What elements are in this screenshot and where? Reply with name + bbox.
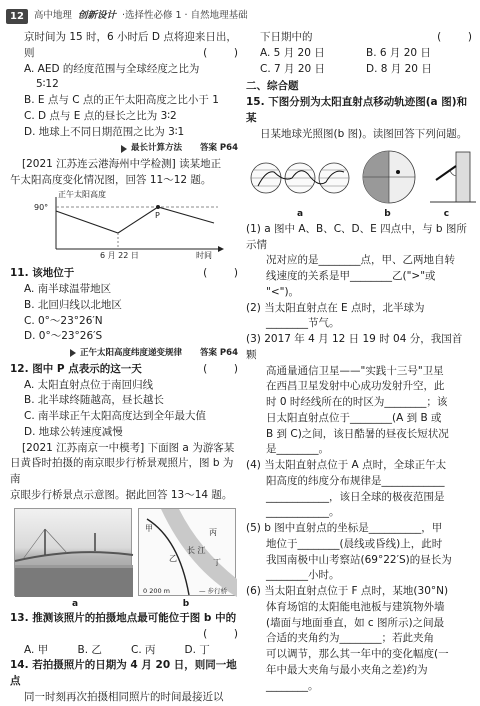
q10-option-a: A. AED 的经度范围与全球经度之比为 bbox=[24, 62, 200, 75]
q12-option-a: A. 太阳直射点位于南回归线 bbox=[24, 378, 154, 391]
method-tag-2-name: 正午太阳高度纬度递变规律 bbox=[79, 348, 182, 358]
q11-option-a: A. 南半球温带地区 bbox=[24, 283, 112, 295]
chart-x-tick-jun22: 6 月 22 日 bbox=[100, 250, 139, 260]
bridge-map-drawing bbox=[139, 509, 237, 597]
q15-4-line-1: (4) 当太阳直射点位于 A 点时，全球正午太 bbox=[246, 459, 447, 471]
caption-a: a bbox=[71, 598, 79, 609]
q15-5-line-3: 我国南极中山考察站(69°22′S)的昼长为 bbox=[266, 553, 452, 566]
q11-answer-paren: ( ) bbox=[203, 267, 238, 280]
method-tag-2 bbox=[10, 347, 238, 360]
q13-option-b: B. 乙 bbox=[77, 643, 102, 656]
q13-answer-paren: ( ) bbox=[203, 627, 238, 640]
q10-option-c: C. D 点与 E 点的昼长之比为 3∶2 bbox=[24, 109, 177, 122]
right-column bbox=[246, 30, 472, 694]
q15-1-line-1: (1) a 图中 A、B、C、D、E 四点中，与 b 图所示情 bbox=[246, 222, 467, 251]
q15-5-line-4: ________小时。 bbox=[266, 569, 340, 582]
q15-3-line-7: 是________。 bbox=[266, 443, 329, 456]
q15-2-line-2: ________节气。 bbox=[266, 317, 340, 330]
q11-option-d: D. 0°～23°26′S bbox=[24, 330, 103, 343]
chart-x-label: 时间 bbox=[196, 250, 212, 260]
q15-text-2: 日某地球光照图(b 图)。读图回答下列问题。 bbox=[260, 127, 468, 140]
method-tag-1 bbox=[10, 142, 238, 155]
q13-text: 13. 推测该照片的拍摄地点最可能位于图 b 中的 bbox=[10, 612, 237, 624]
q13-option-a: A. 甲 bbox=[24, 643, 49, 656]
q10-text-1: 京时间为 15 时，6 小时后 D 点将迎来日出， bbox=[24, 31, 237, 43]
map-label-ding: 丁 bbox=[213, 557, 221, 567]
q10-line-2 bbox=[10, 46, 238, 62]
tag-arrow-icon bbox=[70, 349, 76, 357]
q12-answer-paren: ( ) bbox=[203, 362, 238, 375]
figure-15-captions bbox=[246, 208, 472, 222]
header-brand: 创新设计 bbox=[77, 9, 116, 21]
q15-6-line-1: (6) 当太阳直射点位于 F 点时，某地(30°N) bbox=[246, 585, 449, 597]
q11-option-c: C. 0°～23°26′N bbox=[24, 314, 103, 327]
intro-13-line-2: 日黄昏时拍摄的南京眼步行桥景观照片，图 b 为南 bbox=[10, 457, 234, 485]
q15-6-line-5: 可以调节，那么其一年中的变化幅度(一 bbox=[266, 648, 449, 660]
q14-text-1: 14. 若拍摄照片的日期为 4 月 20 日，则同一地点 bbox=[10, 659, 237, 687]
q15-3-line-1: (3) 2017 年 4 月 12 日 19 时 04 分，我国首颗 bbox=[246, 333, 463, 361]
noon-sun-altitude-chart bbox=[28, 191, 228, 259]
q15-6-line-4: 合适的夹角约为________；若此夹角 bbox=[266, 632, 434, 645]
map-legend: — 步行桥 bbox=[199, 586, 228, 595]
figure-13 bbox=[14, 508, 238, 596]
q10-option-d: D. 地球上不同日期范围之比为 3∶1 bbox=[24, 125, 185, 138]
caption-fig-b: b bbox=[384, 209, 391, 220]
q15-2-line-1: (2) 当太阳直射点在 E 点时，北半球为 bbox=[246, 301, 425, 314]
page-number: 12 bbox=[6, 9, 28, 24]
q13-option-c: C. 丙 bbox=[131, 643, 156, 656]
chart-y-tick-90: 90° bbox=[34, 202, 49, 212]
q11-option-b: B. 北回归线以北地区 bbox=[24, 298, 122, 311]
x-axis-arrow-icon bbox=[218, 246, 224, 252]
q15-1-line-2: 况对应的是________点，甲、乙两地自转 bbox=[266, 254, 455, 267]
q13-paren-row bbox=[10, 627, 238, 643]
q11-text: 11. 该地位于 bbox=[10, 267, 75, 280]
caption-fig-c: c bbox=[443, 209, 450, 220]
q15-1-line-3: 线速度的关系是甲________乙(">"或 bbox=[266, 270, 436, 282]
q12-option-b: B. 北半球终随越高，昼长越长 bbox=[24, 394, 164, 407]
map-river-label: 长 江 bbox=[187, 545, 206, 555]
chart-y-label: 正午太阳高度 bbox=[58, 189, 106, 199]
header-subtitle: ·选择性必修 1 · 自然地理基础 bbox=[121, 9, 248, 21]
q13-options bbox=[10, 643, 238, 659]
fig-a-globes bbox=[248, 146, 352, 208]
map-scale: 0 200 m bbox=[143, 586, 171, 595]
q15-3-line-3: 在西昌卫星发射中心成功发射升空，此 bbox=[266, 380, 445, 393]
q15-3-line-6: B 到 C)之间，该日酷暑的昼夜长短状况 bbox=[266, 427, 449, 440]
q15-3-line-4: 时 0 时经线所在的时区为________；该 bbox=[266, 396, 448, 408]
q10-answer-paren: ( ) bbox=[203, 46, 238, 59]
map-label-bing: 丙 bbox=[209, 527, 217, 537]
header-title: 高中地理 bbox=[33, 9, 72, 21]
q14-option-a: A. 5 月 20 日 bbox=[260, 46, 325, 59]
q15-6-line-3: (墙面与地面垂直，如 c 图所示)之间最 bbox=[266, 616, 445, 629]
q12-stem bbox=[10, 362, 238, 378]
method-tag-1-answer: 答案 P64 bbox=[199, 143, 238, 154]
figure-13-captions bbox=[14, 598, 238, 612]
tag-arrow-icon bbox=[121, 145, 127, 153]
map-b bbox=[138, 508, 236, 596]
q12-text: 12. 图中 P 点表示的这一天 bbox=[10, 362, 142, 375]
method-tag-2-answer: 答案 P64 bbox=[199, 348, 238, 358]
fig-b-globe bbox=[358, 146, 420, 208]
map-label-jia: 甲 bbox=[145, 523, 153, 533]
chart-series-line bbox=[56, 207, 214, 233]
q15-3-line-2: 高通量通信卫星——"实践十三号"卫星 bbox=[266, 364, 444, 377]
q15-6-line-6: 年中最大夹角与最小夹角之差)约为 bbox=[266, 663, 428, 676]
caption-fig-a: a bbox=[297, 209, 304, 220]
intro-11-line-1: [2021 江苏连云港海州中学检测] 读某地正 bbox=[22, 158, 222, 170]
q10-option-a-cont: 5∶12 bbox=[36, 78, 59, 91]
bridge-photo-drawing bbox=[15, 509, 133, 597]
q10-text-2: 则 bbox=[24, 46, 35, 59]
section-title: 二、综合题 bbox=[246, 80, 299, 93]
q15-4-line-4: ____________。 bbox=[266, 506, 340, 519]
q12-option-d: D. 地球公转速度减慢 bbox=[24, 425, 123, 438]
method-tag-1-name: 最长计算方法 bbox=[130, 143, 182, 154]
q14-options bbox=[246, 46, 472, 78]
q15-6-line-2: 体育场馆的太阳能电池板与建筑物外墙 bbox=[266, 600, 445, 613]
q14-option-d: D. 8 月 20 日 bbox=[366, 62, 432, 75]
intro-13-line-1: [2021 江苏南京一中模考] 下面图 a 为游客某 bbox=[22, 441, 235, 454]
q14-line-3 bbox=[246, 30, 472, 46]
q14-answer-paren: ( ) bbox=[437, 31, 472, 43]
q14-option-c: C. 7 月 20 日 bbox=[260, 62, 326, 75]
q14-option-b: B. 6 月 20 日 bbox=[366, 46, 431, 59]
figure-15 bbox=[248, 146, 472, 208]
photo-a bbox=[14, 508, 132, 596]
q11-stem bbox=[10, 266, 238, 282]
fig-c-building bbox=[426, 146, 478, 208]
chart-label-p: P bbox=[155, 210, 160, 220]
q10-option-b: B. E 点与 C 点的正午太阳高度之比小于 1 bbox=[24, 94, 219, 106]
q14-text-2: 同一时刻再次拍摄相同照片的时间最接近以 bbox=[24, 690, 224, 703]
q15-1-line-4: "<")。 bbox=[266, 285, 300, 298]
map-label-yi: 乙 bbox=[169, 553, 177, 563]
intro-11-line-2: 午太阳高度变化情况图，回答 11～12 题。 bbox=[10, 173, 212, 186]
q15-3-line-5: 日太阳直射点位于________(A 到 B 或 bbox=[266, 411, 442, 424]
q15-5-line-2: 地位于________(晨线或昏线)上，此时 bbox=[266, 537, 443, 550]
q15-5-line-1: (5) b 图中直射点的坐标是__________，甲 bbox=[246, 522, 443, 534]
q15-4-line-2: 阳高度的纬度分布规律是____________ bbox=[266, 474, 445, 487]
left-column bbox=[10, 30, 238, 706]
solar-panel bbox=[436, 166, 456, 180]
q14-text-3: 下日期中的 bbox=[260, 31, 313, 43]
direct-point-marker bbox=[396, 170, 400, 174]
caption-b: b bbox=[182, 598, 190, 609]
q15-text-1: 15. 下图分别为太阳直射点移动轨迹图(a 图)和某 bbox=[246, 96, 468, 124]
chart-point-p bbox=[156, 205, 160, 209]
q12-option-c: C. 南半球正午太阳高度达到全年最大值 bbox=[24, 410, 207, 422]
q15-6-line-7: ________。 bbox=[266, 679, 319, 692]
q15-4-line-3: ____________，该日全球的极夜范围是 bbox=[266, 490, 445, 503]
intro-13-line-3: 京眼步行桥景点示意图。据此回答 13～14 题。 bbox=[10, 488, 233, 501]
q13-option-d: D. 丁 bbox=[184, 643, 210, 656]
page-header bbox=[6, 6, 474, 26]
